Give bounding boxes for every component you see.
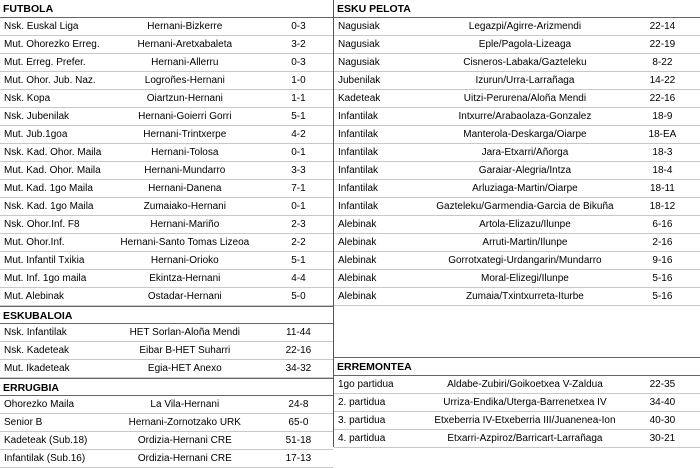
esku-pelota-table bbox=[334, 18, 700, 306]
match-cell: Arruti-Martin/Ilunpe bbox=[482, 237, 568, 248]
result-row bbox=[0, 396, 333, 414]
score-cell: 9-16 bbox=[652, 255, 673, 266]
category-cell: Kadeteak bbox=[338, 93, 381, 104]
eskubaloia-table bbox=[0, 324, 333, 378]
score-cell: 1-1 bbox=[291, 93, 306, 104]
match-cell: Hernani-Santo Tomas Lizeoa bbox=[120, 237, 250, 248]
result-row bbox=[0, 342, 333, 360]
category-cell: Infantilak (Sub.16) bbox=[4, 453, 86, 464]
result-row bbox=[0, 234, 333, 252]
score-cell: 2-16 bbox=[652, 237, 673, 248]
score-cell: 5-0 bbox=[291, 291, 306, 302]
category-cell: Mut. Infantil Txikia bbox=[4, 255, 85, 266]
category-cell: Nagusiak bbox=[338, 39, 380, 50]
score-cell: 5-16 bbox=[652, 291, 673, 302]
category-cell: Infantilak bbox=[338, 147, 379, 158]
match-cell: Hernani-Zornotzako URK bbox=[128, 417, 241, 428]
result-row bbox=[334, 36, 700, 54]
category-cell: Nsk. Kad. 1go Maila bbox=[4, 201, 94, 212]
section-title-erremontea: ERREMONTEA bbox=[334, 358, 700, 376]
score-cell: 11-44 bbox=[286, 327, 311, 338]
result-row bbox=[334, 234, 700, 252]
score-cell: 5-1 bbox=[291, 111, 306, 122]
result-row bbox=[0, 90, 333, 108]
match-cell: Cisneros-Labaka/Gazteleku bbox=[463, 57, 587, 68]
empty-spacer bbox=[334, 306, 700, 358]
category-cell: Nagusiak bbox=[338, 21, 380, 32]
result-row bbox=[0, 198, 333, 216]
match-cell: HET Sorlan-Aloña Mendi bbox=[129, 327, 241, 338]
match-cell: Jara-Etxarri/Añorga bbox=[481, 147, 569, 158]
score-cell: 0-1 bbox=[291, 201, 306, 212]
result-row bbox=[0, 324, 333, 342]
match-cell: Gazteleku/Garmendia-Garcia de Bikuña bbox=[436, 201, 614, 212]
score-cell: 22-19 bbox=[649, 39, 676, 50]
category-cell: 2. partidua bbox=[338, 397, 386, 408]
result-row bbox=[0, 36, 333, 54]
match-cell: Uitzi-Perurena/Aloña Mendi bbox=[463, 93, 587, 104]
score-cell: 0-1 bbox=[291, 147, 306, 158]
match-cell: Hernani-Danena bbox=[148, 183, 222, 194]
erremontea-table bbox=[334, 376, 700, 448]
match-cell: Hernani-Mariño bbox=[150, 219, 220, 230]
category-cell: 4. partidua bbox=[338, 433, 386, 444]
result-row bbox=[0, 180, 333, 198]
result-row bbox=[334, 162, 700, 180]
result-row bbox=[334, 430, 700, 448]
match-cell: Egia-HET Anexo bbox=[147, 363, 222, 374]
result-row bbox=[0, 450, 333, 468]
match-cell: Eple/Pagola-Lizeaga bbox=[478, 39, 572, 50]
category-cell: Kadeteak (Sub.18) bbox=[4, 435, 88, 446]
match-cell: Artola-Elizazu/Ilunpe bbox=[479, 219, 571, 230]
match-cell: Arluziaga-Martin/Oiarpe bbox=[472, 183, 578, 194]
section-title-errugbia: ERRUGBIA bbox=[0, 378, 333, 396]
errugbia-table bbox=[0, 396, 333, 468]
section-title-eskubaloia: ESKUBALOIA bbox=[0, 306, 333, 324]
result-row bbox=[334, 376, 700, 394]
match-cell: Hernani-Aretxabaleta bbox=[137, 39, 233, 50]
match-cell: Hernani-Tolosa bbox=[151, 147, 219, 158]
score-cell: 18-EA bbox=[648, 129, 677, 140]
match-cell: Aldabe-Zubiri/Goikoetxea V-Zaldua bbox=[447, 379, 603, 390]
result-row bbox=[0, 18, 333, 36]
category-cell: Nagusiak bbox=[338, 57, 380, 68]
result-row bbox=[334, 72, 700, 90]
score-cell: 6-16 bbox=[652, 219, 673, 230]
futbola-table bbox=[0, 18, 333, 306]
result-row bbox=[0, 126, 333, 144]
category-cell: Alebinak bbox=[338, 291, 377, 302]
score-cell: 3-3 bbox=[291, 165, 306, 176]
match-cell: Zumaiako-Hernani bbox=[143, 201, 226, 212]
category-cell: Mut. Alebinak bbox=[4, 291, 65, 302]
match-cell: Ostadar-Hernani bbox=[147, 291, 222, 302]
category-cell: Nsk. Euskal Liga bbox=[4, 21, 79, 32]
result-row bbox=[0, 108, 333, 126]
category-cell: Nsk. Kad. Ohor. Maila bbox=[4, 147, 102, 158]
match-cell: Hernani-Allerru bbox=[151, 57, 219, 68]
match-cell: Hernani-Goierri Gorri bbox=[138, 111, 232, 122]
match-cell: Hernani-Mundarro bbox=[144, 165, 226, 176]
score-cell: 30-21 bbox=[649, 433, 676, 444]
result-row bbox=[334, 270, 700, 288]
category-cell: Mut. Erreg. Prefer. bbox=[4, 57, 86, 68]
result-row bbox=[0, 432, 333, 450]
category-cell: Mut. Kad. 1go Maila bbox=[4, 183, 93, 194]
score-cell: 22-16 bbox=[285, 345, 312, 356]
match-cell: Ordizia-Hernani CRE bbox=[137, 453, 232, 464]
match-cell: Hernani-Bizkerre bbox=[147, 21, 223, 32]
score-cell: 18-11 bbox=[649, 183, 675, 194]
category-cell: Nsk. Kopa bbox=[4, 93, 51, 104]
score-cell: 5-1 bbox=[291, 255, 306, 266]
match-cell: Legazpi/Agirre-Arizmendi bbox=[468, 21, 582, 32]
result-row bbox=[0, 360, 333, 378]
result-row bbox=[334, 144, 700, 162]
score-cell: 34-40 bbox=[649, 397, 676, 408]
match-cell: Ordizia-Hernani CRE bbox=[137, 435, 232, 446]
result-row bbox=[334, 288, 700, 306]
category-cell: Alebinak bbox=[338, 219, 377, 230]
category-cell: Mut. Jub.1goa bbox=[4, 129, 68, 140]
category-cell: Ohorezko Maila bbox=[4, 399, 75, 410]
match-cell: Izurun/Urra-Larrañaga bbox=[475, 75, 575, 86]
result-row bbox=[334, 412, 700, 430]
category-cell: Nsk. Infantilak bbox=[4, 327, 67, 338]
result-row bbox=[0, 54, 333, 72]
match-cell: Moral-Elizegi/Ilunpe bbox=[481, 273, 569, 284]
category-cell: Infantilak bbox=[338, 111, 379, 122]
result-row bbox=[0, 144, 333, 162]
match-cell: Garaiar-Alegria/Intza bbox=[478, 165, 572, 176]
score-cell: 4-2 bbox=[291, 129, 306, 140]
result-row bbox=[334, 18, 700, 36]
category-cell: Nsk. Ohor.Inf. F8 bbox=[4, 219, 80, 230]
score-cell: 22-16 bbox=[649, 93, 676, 104]
category-cell: Alebinak bbox=[338, 255, 377, 266]
result-row bbox=[0, 252, 333, 270]
match-cell: Ekintza-Hernani bbox=[149, 273, 221, 284]
match-cell: Logroñes-Hernani bbox=[144, 75, 225, 86]
score-cell: 17-13 bbox=[285, 453, 312, 464]
category-cell: Mut. Inf. 1go maila bbox=[4, 273, 87, 284]
result-row bbox=[0, 162, 333, 180]
category-cell: Infantilak bbox=[338, 201, 379, 212]
result-row bbox=[334, 126, 700, 144]
category-cell: Mut. Ohorezko Erreg. bbox=[4, 39, 100, 50]
category-cell: 1go partidua bbox=[338, 379, 394, 390]
match-cell: Oiartzun-Hernani bbox=[146, 93, 223, 104]
score-cell: 65-0 bbox=[288, 417, 309, 428]
result-row bbox=[0, 414, 333, 432]
result-row bbox=[334, 108, 700, 126]
score-cell: 3-2 bbox=[291, 39, 306, 50]
right-column bbox=[334, 0, 700, 448]
category-cell: 3. partidua bbox=[338, 415, 386, 426]
result-row bbox=[334, 54, 700, 72]
score-cell: 2-2 bbox=[291, 237, 306, 248]
score-cell: 4-4 bbox=[291, 273, 306, 284]
category-cell: Jubenilak bbox=[338, 75, 381, 86]
result-row bbox=[0, 216, 333, 234]
category-cell: Senior B bbox=[4, 417, 43, 428]
category-cell: Infantilak bbox=[338, 183, 379, 194]
score-cell: 5-16 bbox=[652, 273, 673, 284]
score-cell: 24-8 bbox=[288, 399, 309, 410]
score-cell: 18-4 bbox=[652, 165, 673, 176]
match-cell: Hernani-Orioko bbox=[150, 255, 219, 266]
section-title-esku-pelota: ESKU PELOTA bbox=[334, 0, 700, 18]
score-cell: 1-0 bbox=[291, 75, 306, 86]
score-cell: 34-32 bbox=[285, 363, 312, 374]
category-cell: Nsk. Kadeteak bbox=[4, 345, 70, 356]
score-cell: 18-12 bbox=[649, 201, 676, 212]
score-cell: 18-3 bbox=[652, 147, 673, 158]
category-cell: Mut. Ohor. Jub. Naz. bbox=[4, 75, 96, 86]
category-cell: Alebinak bbox=[338, 273, 377, 284]
category-cell: Alebinak bbox=[338, 237, 377, 248]
match-cell: Zumaia/Txintxurreta-Iturbe bbox=[466, 291, 584, 302]
match-cell: Manterola-Deskarga/Oiarpe bbox=[463, 129, 587, 140]
left-column bbox=[0, 0, 333, 468]
section-title-futbola: FUTBOLA bbox=[0, 0, 333, 18]
score-cell: 8-22 bbox=[652, 57, 673, 68]
score-cell: 14-22 bbox=[649, 75, 676, 86]
score-cell: 40-30 bbox=[649, 415, 676, 426]
category-cell: Mut. Kad. Ohor. Maila bbox=[4, 165, 101, 176]
score-cell: 7-1 bbox=[291, 183, 306, 194]
category-cell: Infantilak bbox=[338, 165, 379, 176]
result-row bbox=[334, 90, 700, 108]
category-cell: Nsk. Jubenilak bbox=[4, 111, 70, 122]
category-cell: Mut. Ohor.Inf. bbox=[4, 237, 65, 248]
result-row bbox=[334, 198, 700, 216]
match-cell: La Vila-Hernani bbox=[150, 399, 220, 410]
match-cell: Etxeberria IV-Etxeberria III/Juanenea-Ion bbox=[434, 415, 616, 426]
category-cell: Infantilak bbox=[338, 129, 379, 140]
score-cell: 22-14 bbox=[649, 21, 676, 32]
match-cell: Hernani-Trintxerpe bbox=[143, 129, 227, 140]
match-cell: Urriza-Endika/Uterga-Barrenetxea IV bbox=[443, 397, 607, 408]
result-row bbox=[0, 72, 333, 90]
match-cell: Etxarri-Azpiroz/Barricart-Larrañaga bbox=[447, 433, 603, 444]
category-cell: Mut. Ikadeteak bbox=[4, 363, 70, 374]
result-row bbox=[334, 252, 700, 270]
match-cell: Eibar B-HET Suharri bbox=[139, 345, 231, 356]
score-cell: 0-3 bbox=[291, 21, 306, 32]
score-cell: 2-3 bbox=[291, 219, 306, 230]
match-cell: Gorrotxategi-Urdangarin/Mundarro bbox=[448, 255, 602, 266]
score-cell: 0-3 bbox=[291, 57, 306, 68]
result-row bbox=[334, 394, 700, 412]
result-row bbox=[0, 270, 333, 288]
result-row bbox=[0, 288, 333, 306]
score-cell: 18-9 bbox=[652, 111, 673, 122]
score-cell: 22-35 bbox=[649, 379, 676, 390]
result-row bbox=[334, 216, 700, 234]
match-cell: Intxurre/Arabaolaza-Gonzalez bbox=[458, 111, 592, 122]
result-row bbox=[334, 180, 700, 198]
score-cell: 51-18 bbox=[285, 435, 312, 446]
